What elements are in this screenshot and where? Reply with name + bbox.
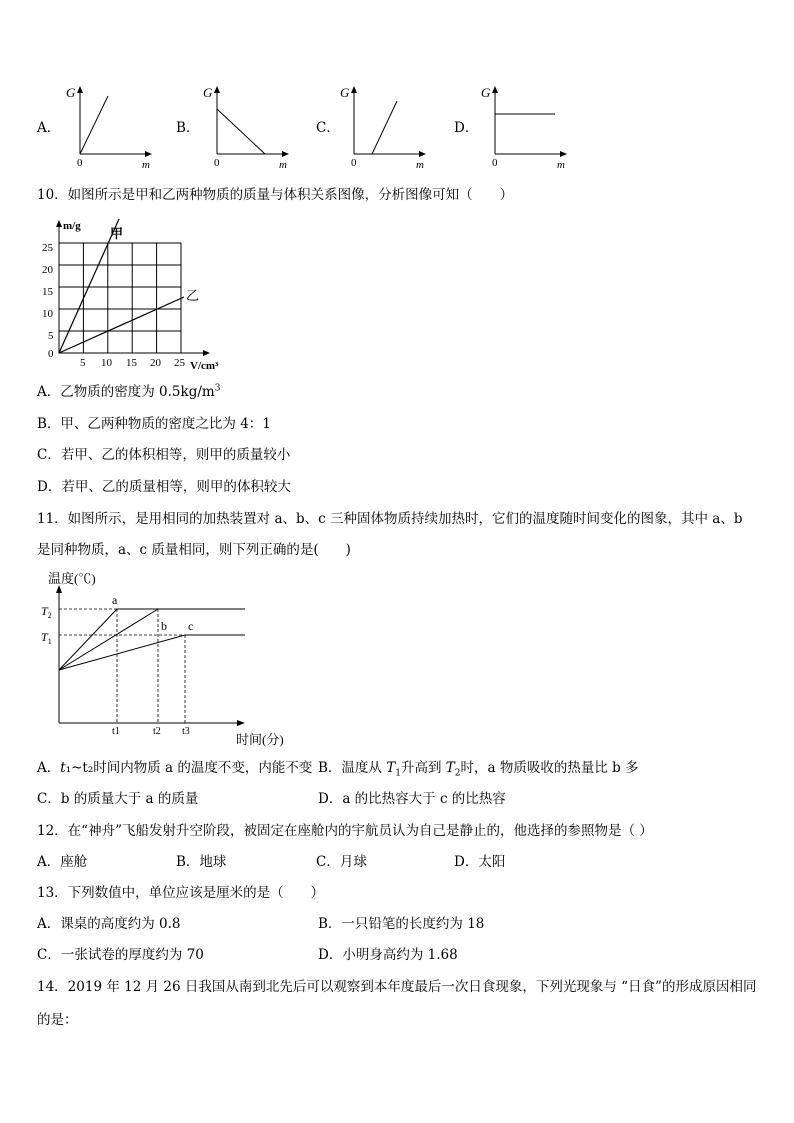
q11-graph (34, 568, 304, 753)
q9-option-a-label: A． (37, 120, 61, 136)
q9-graph-d (475, 82, 575, 172)
q9-option-b-label: B． (176, 120, 200, 136)
q13-option-b: B．一只铅笔的长度约为 18 (318, 916, 485, 932)
q9-graph-a (60, 82, 160, 172)
q9-axis-y-label: G (340, 85, 350, 100)
q9-axis-x-label: m (557, 159, 565, 171)
q11-point-c-label: c (188, 619, 194, 633)
q9-axis-y-label: G (203, 85, 213, 100)
q10-xtick: 25 (174, 357, 185, 369)
q11-option-c: C．b 的质量大于 a 的质量 (37, 791, 199, 807)
q9-graph-c (334, 82, 434, 172)
q9-option-c-label: C． (316, 120, 340, 136)
q14-stem-line2: 的是： (37, 1012, 78, 1028)
q10-stem: 10．如图所示是甲和乙两种物质的质量与体积关系图像，分析图像可知（ ） (37, 187, 514, 203)
q11-stem-line1: 11．如图所示，是用相同的加热装置对 a、b、c 三种固体物质持续加热时，它们的温度随时间变化的图象，其中 a、b (37, 511, 743, 527)
q11-t1-label: t1 (112, 726, 120, 737)
q10-xtick: 15 (126, 357, 137, 369)
q10-ytick: 20 (42, 264, 53, 276)
q9-axis-y-label: G (66, 85, 76, 100)
q10-ytick: 15 (42, 286, 53, 298)
q9-origin-label: 0 (77, 157, 83, 169)
q12-stem: 12．在“神舟”飞船发射升空阶段，被固定在座舱内的宇航员认为自己是静止的，他选择的参照物是（ ） (37, 823, 653, 839)
q9-graph-c-line (372, 101, 397, 154)
q10-option-c: C．若甲、乙的体积相等，则甲的质量较小 (37, 447, 291, 463)
q9-axis-x-label: m (279, 159, 287, 171)
q10-option-d: D．若甲、乙的质量相等，则甲的体积较大 (37, 479, 291, 495)
q10-x-axis-label: V/cm³ (190, 360, 219, 372)
q11-line-c (59, 635, 185, 670)
q10-option-a: A．乙物质的密度为 $0.5kg/m^3$ (37, 383, 221, 400)
q11-stem-line2: 是同种物质，a、c 质量相同，则下列正确的是( ) (37, 542, 351, 558)
q12-option-b: B．地球 (176, 854, 227, 870)
q12-option-c: C．月球 (316, 854, 367, 870)
q11-t3-label: t3 (182, 726, 190, 737)
q10-option-b: B．甲、乙两种物质的密度之比为 4：1 (37, 416, 271, 432)
q9-origin-label: 0 (492, 157, 498, 169)
q11-x-axis-label: 时间(分) (236, 732, 284, 747)
q10-xtick: 20 (150, 357, 161, 369)
q9-graph-b-line (217, 109, 265, 154)
q9-option-d-label: D． (454, 120, 479, 136)
q10-ytick: 0 (48, 348, 54, 360)
q11-option-d: D．a 的比热容大于 c 的比热容 (318, 791, 506, 807)
q10-ytick: 25 (42, 242, 53, 254)
q11-point-b-label: b (161, 619, 167, 633)
q9-axis-y-label: G (481, 85, 491, 100)
q10-xtick: 10 (101, 357, 112, 369)
q10-ytick: 5 (48, 330, 54, 342)
q9-origin-label: 0 (214, 157, 220, 169)
q11-option-b: B．温度从 $T_1$升高到 $T_2$时，a 物质吸收的热量比 b 多 (318, 760, 639, 779)
q11-T2-label: $T_2$ (41, 604, 52, 620)
q13-option-c: C．一张试卷的厚度约为 70 (37, 947, 204, 963)
q11-T1-label: $T_1$ (41, 630, 52, 646)
q13-stem: 13．下列数值中，单位应该是厘米的是（ ） (37, 885, 325, 901)
q10-ytick: 10 (42, 308, 53, 320)
q12-option-d: D．太阳 (454, 854, 506, 870)
q9-origin-label: 0 (351, 157, 357, 169)
q10-graph (30, 212, 240, 372)
q11-option-a: A．t₁~t₂时间内物质 a 的温度不变，内能不变 (37, 760, 313, 776)
q9-axis-x-label: m (416, 159, 424, 171)
q10-line-yi-label: 乙 (186, 288, 200, 303)
q9-axis-x-label: m (142, 159, 150, 171)
q14-stem-line1: 14．2019 年 12 月 26 日我国从南到北先后可以观察到本年度最后一次日食现象，下列光现象与 “日食”的形成原因相同 (37, 979, 757, 995)
q11-point-a-label: a (112, 593, 118, 607)
q13-option-a: A．课桌的高度约为 0.8 (37, 916, 181, 932)
q12-option-a: A．座舱 (37, 854, 88, 870)
q11-t2-label: t2 (153, 726, 161, 737)
q10-xtick: 5 (80, 357, 86, 369)
q9-graph-a-line (80, 96, 108, 154)
q10-line-jia-label: 甲 (110, 226, 124, 241)
q10-line-yi (59, 297, 184, 353)
q13-option-d: D．小明身高约为 1.68 (318, 947, 458, 963)
q11-y-axis-label: 温度(℃) (48, 571, 96, 586)
q10-y-axis-label: m/g (63, 220, 81, 232)
q9-graph-b (197, 82, 297, 172)
